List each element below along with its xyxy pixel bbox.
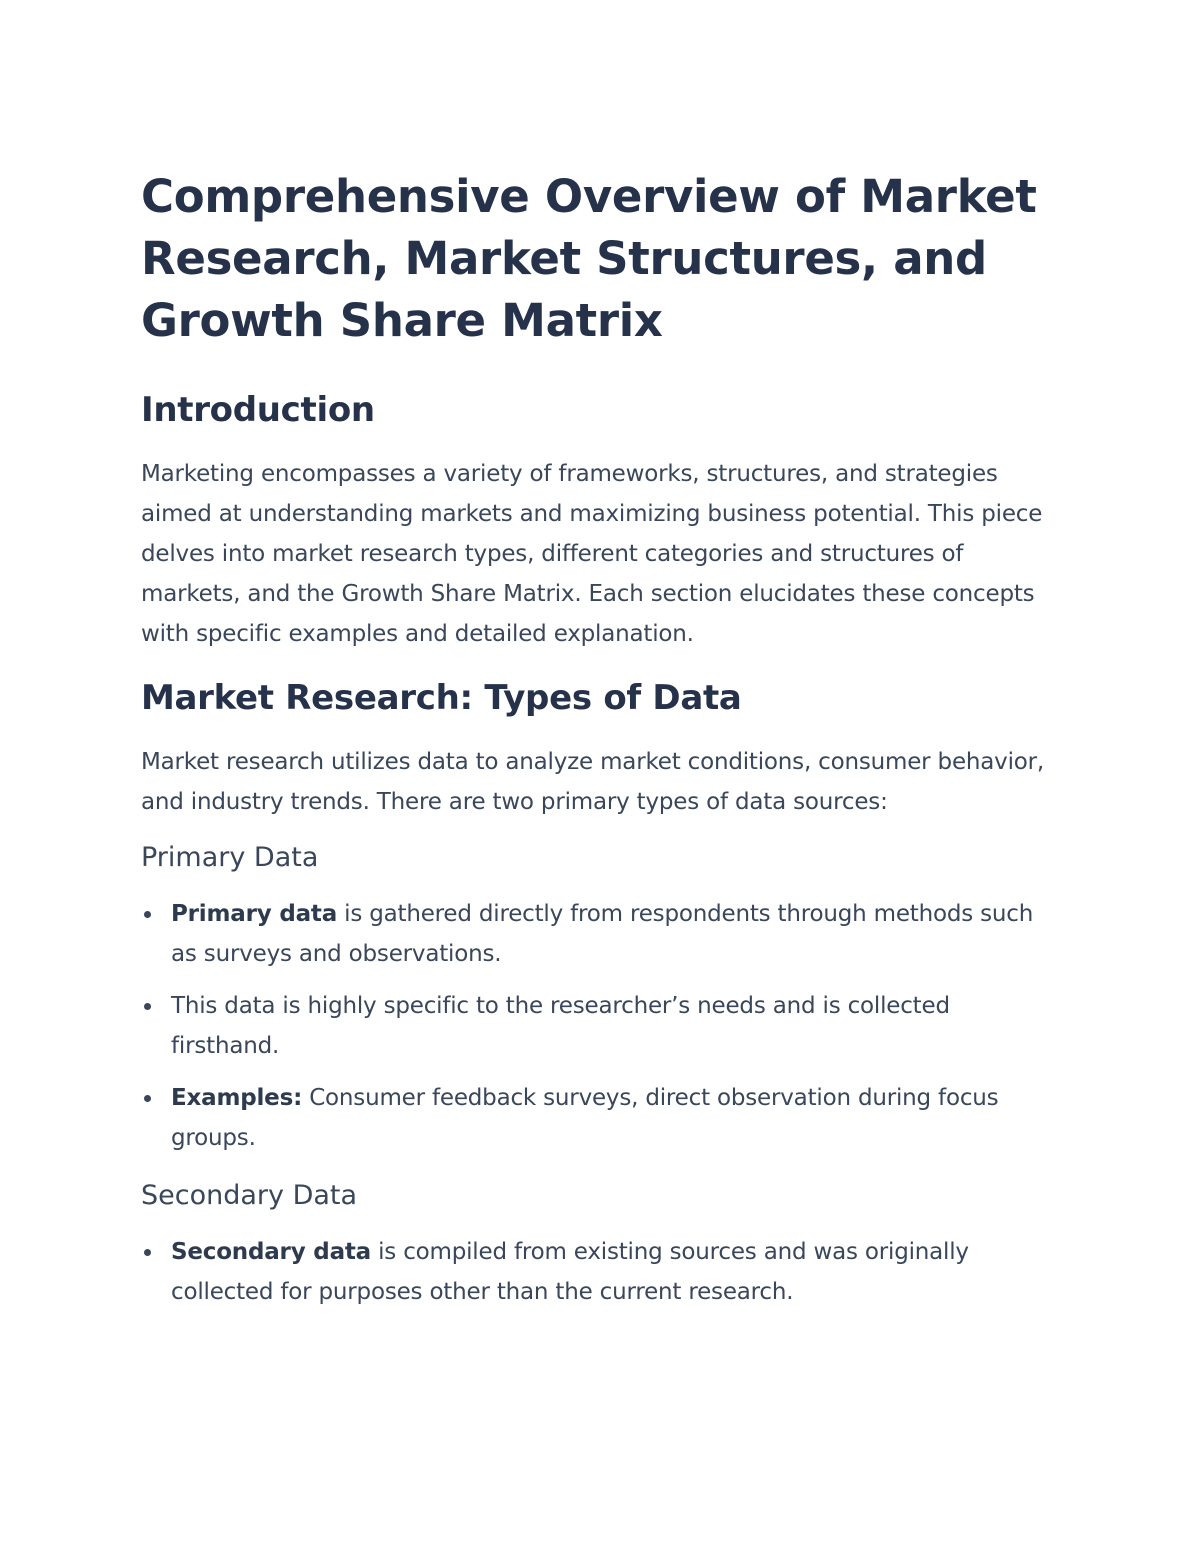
introduction-heading: Introduction [141,390,375,430]
list-item-bold: Primary data [171,901,338,927]
introduction-paragraph: Marketing encompasses a variety of frameworks, structures, and strategies aimed at understanding markets and maximizing business potential. This piece delves into market research types, different categories and structures of markets, and the Growth Share Matrix. Each section elucidates these concepts with specific examples and detailed explanation. [141,461,1043,647]
secondary-data-list [141,1232,1061,1312]
list-item-text: is compiled from existing sources and was originally collected for purposes other than the current research. [171,1239,969,1305]
list-item-text: Consumer feedback surveys, direct observation during focus groups. [171,1085,999,1151]
document-title: Comprehensive Overview of Market Research, Market Structures, and Growth Share Matrix [141,170,1037,347]
list-item [141,894,1061,974]
secondary-data-heading: Secondary Data [141,1180,358,1211]
market-research-heading: Market Research: Types of Data [141,678,742,718]
list-item-bold: Examples: [171,1085,303,1111]
list-item-text: is gathered directly from respondents through methods such as surveys and observations. [171,901,1034,967]
bullet-icon [144,1095,151,1102]
list-item [141,1232,1061,1312]
list-item [141,1078,1061,1158]
list-item-bold: Secondary data [171,1239,371,1265]
primary-data-list [141,894,1061,1158]
list-item-text: This data is highly specific to the researcher’s needs and is collected firsthand. [171,993,950,1059]
market-research-paragraph: Market research utilizes data to analyze market conditions, consumer behavior, and industry trends. There are two primary types of data sources: [141,749,1045,815]
document-page [141,166,1061,1312]
bullet-icon [144,1003,151,1010]
list-item [141,986,1061,1066]
bullet-icon [144,911,151,918]
primary-data-heading: Primary Data [141,842,319,873]
bullet-icon [144,1249,151,1256]
